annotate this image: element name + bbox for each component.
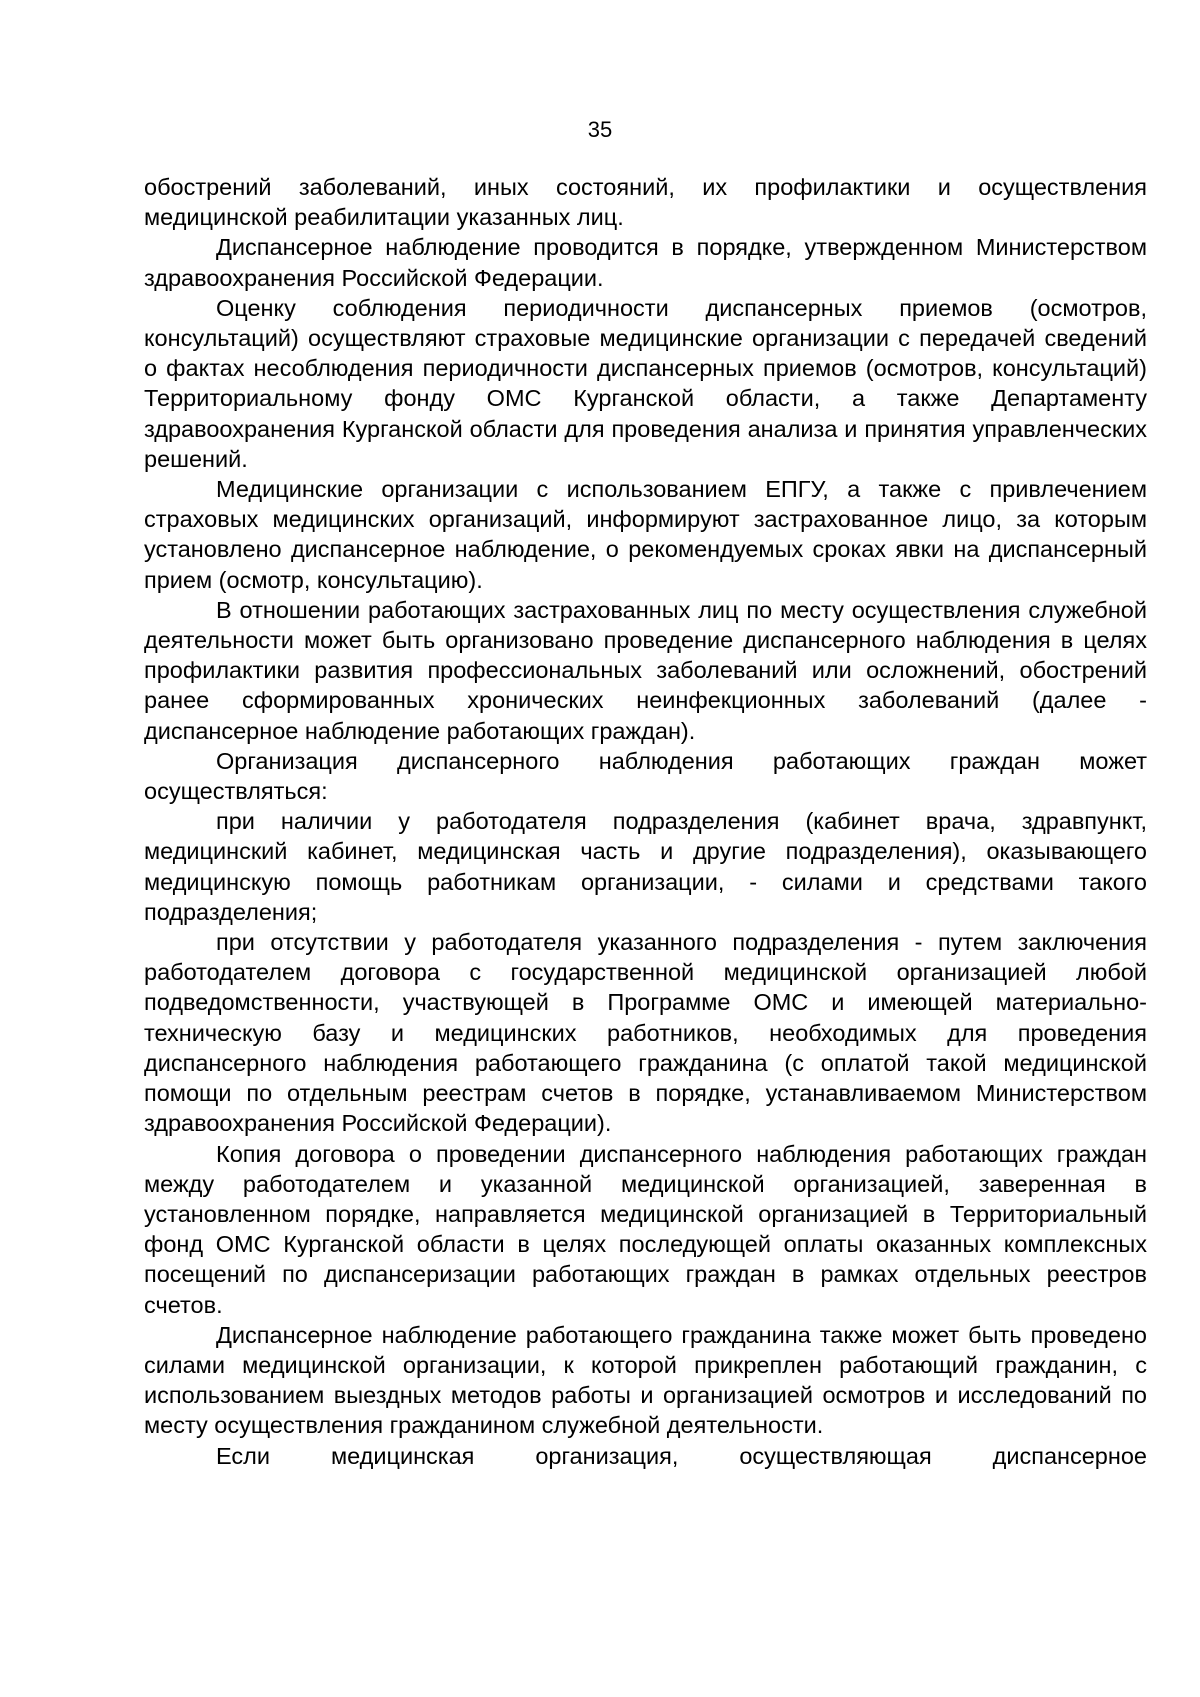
paragraph-if-organization: Если медицинская организация, осуществляющая диспансерное (216, 1442, 1147, 1469)
paragraph-working-citizens: В отношении работающих застрахованных лиц по месту осуществления служебной деятельности может быть организовано проведение диспансерного наблюдения в целях профилактики развития профессиональных заболеваний или осложнений, обострений ранее сформированных хронических неинфекционных заболеваний (далее - диспансерное наблюдение работающих граждан). (144, 596, 1147, 744)
paragraph-employer-unit: при наличии у работодателя подразделения (кабинет врача, здравпункт, медицинский кабинет, медицинская часть и другие подразделения), оказывающего медицинскую помощь работникам организации, - силами и средствами такого подразделения; (144, 808, 1147, 925)
paragraph-attached-organization: Диспансерное наблюдение работающего гражданина также может быть проведено силами медицинской организации, к которой прикреплен работающий гражданин, с использованием выездных методов работы и организацией осмотров и исследований по месту осуществления гражданином служебной деятельности. (144, 1321, 1147, 1439)
paragraph-contract-copy: Копия договора о проведении диспансерного наблюдения работающих граждан между работодателем и указанной медицинской организацией, заверенная в установленном порядке, направляется медицинской организацией в Территориальный фонд ОМС Курганской области в целях последующей оплаты оказанных комплексных посещений по диспансеризации работающих граждан в рамках отдельных реестров счетов. (144, 1140, 1147, 1318)
paragraph-continuation: обострений заболеваний, иных состояний, их профилактики и осуществления медицинской реабилитации указанных лиц. (144, 174, 1147, 231)
page-number: 35 (587, 117, 613, 142)
paragraph-periodicity-assessment: Оценку соблюдения периодичности диспансерных приемов (осмотров, консультаций) осуществляют страховые медицинские организации с передачей сведений о фактах несоблюдения периодичности диспансерных приемов (осмотров, консультаций) Территориальному фонду ОМС Курганской области, а также Департаменту здравоохранения Курганской области для проведения анализа и принятия управленческих решений. (144, 294, 1147, 472)
document-body (144, 172, 1147, 1471)
paragraph-organization-intro: Организация диспансерного наблюдения работающих граждан может осуществляться: (144, 747, 1147, 805)
paragraph-employer-contract: при отсутствии у работодателя указанного подразделения - путем заключения работодателем договора с государственной медицинской организацией любой подведомственности, участвующей в Программе ОМС и имеющей материально-техническую базу и медицинских работников, необходимых для проведения диспансерного наблюдения работающего гражданина (с оплатой такой медицинской помощи по отдельным реестрам счетов в порядке, устанавливаемом Министерством здравоохранения Российской Федерации). (144, 929, 1147, 1137)
paragraph-informing-insured: Медицинские организации с использованием ЕПГУ, а также с привлечением страховых медицинских организаций, информируют застрахованное лицо, за которым установлено диспансерное наблюдение, о рекомендуемых сроках явки на диспансерный прием (осмотр, консультацию). (144, 476, 1147, 593)
paragraph-observation-procedure: Диспансерное наблюдение проводится в порядке, утвержденном Министерством здравоохранения Российской Федерации. (144, 234, 1147, 291)
